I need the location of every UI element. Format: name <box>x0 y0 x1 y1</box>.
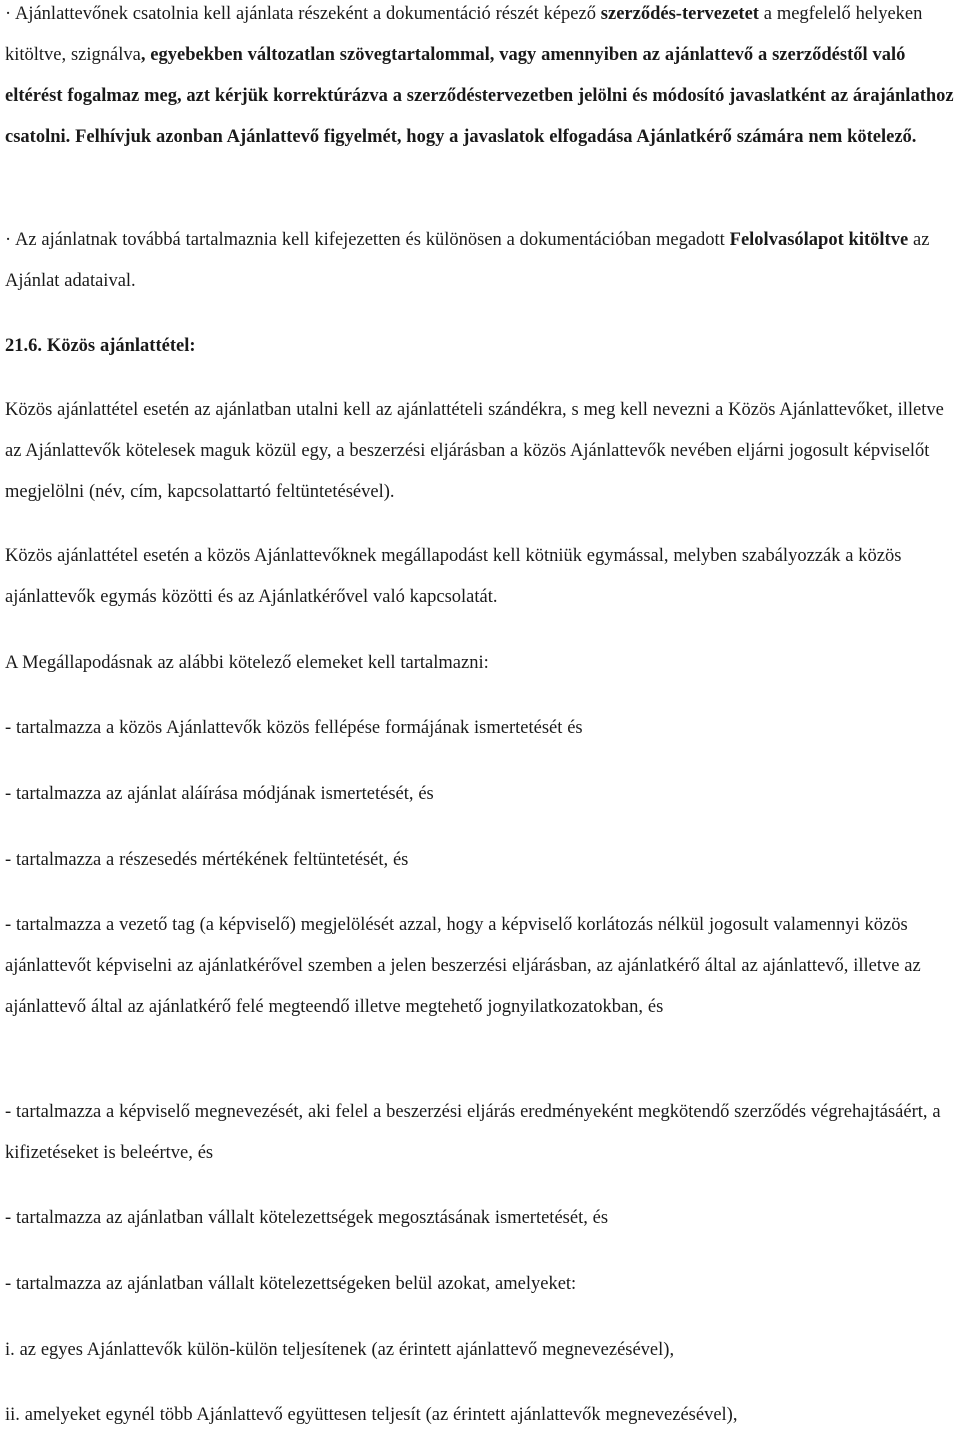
list-item: - tartalmazza az ajánlatban vállalt kötelezettségek megosztásának ismertetését, és <box>5 1208 609 1228</box>
paragraph-joint-bidding: Közös ajánlattétel esetén az ajánlatban utalni kell az ajánlattételi szándékra, s meg kell nevezni a Közös Ajánlattevőket, illetve az Ajánlattevők kötelesek maguk közül egy, a beszerzési eljárásban a közös Ajánlattevők nevében eljárni jogosult képviselőt megjelölni (név, cím, kapcsolattartó feltüntetésével). <box>5 400 944 502</box>
bold-segment: , egyebekben változatlan szövegtartalommal, vagy amennyiben az ajánlattevő a szerződéstől való eltérést fogalmaz meg, azt kérjük korrektúrázva a szerződéstervezetben jelölni és módosító javaslatként az árajánlathoz csatolni. Felhívjuk azonban Ajánlattevő figyelmét, hogy a javaslatok elfogadása Ajánlatkérő számára nem kötelező. <box>5 45 954 147</box>
section-heading: 21.6. Közös ajánlattétel: <box>5 336 196 356</box>
list-item: - tartalmazza a részesedés mértékének feltüntetését, és <box>5 850 409 870</box>
text-segment: a megfelelő helyeken kitöltve, szignálva <box>5 4 923 65</box>
list-item: - tartalmazza az ajánlatban vállalt kötelezettségeken belül azokat, amelyeket: <box>5 1274 577 1294</box>
paragraph-agreement-elements-intro: A Megállapodásnak az alábbi kötelező elemeket kell tartalmazni: <box>5 653 489 673</box>
list-item: - tartalmazza a vezető tag (a képviselő) megjelölését azzal, hogy a képviselő korlátozás nélkül jogosult valamennyi közös ajánlattevőt képviselni az ajánlatkérővel szemben a jelen beszerzési eljárásban, az ajánlatkérő által az ajánlattevő, illetve az ajánlattevő által az ajánlatkérő felé megteendő illetve megtehető jognyilatkozatokban, és <box>5 915 921 1017</box>
text-segment: · Az ajánlatnak továbbá tartalmaznia kell kifejezetten és különösen a dokumentációban megadott <box>5 230 730 250</box>
sub-list-item: ii. amelyeket egynél több Ajánlattevő együttesen teljesít (az érintett ajánlattevők megnevezésével), <box>5 1405 738 1425</box>
list-item: - tartalmazza a képviselő megnevezését, aki felel a beszerzési eljárás eredményeként megkötendő szerződés végrehajtásáért, a kifizetéseket is beleértve, és <box>5 1102 941 1163</box>
text-segment: · Ajánlattevőnek csatolnia kell ajánlata részeként a dokumentáció részét képező <box>5 4 601 24</box>
list-item: - tartalmazza a közös Ajánlattevők közös fellépése formájának ismertetését és <box>5 718 583 738</box>
bold-segment: szerződés-tervezetet <box>600 4 759 24</box>
sub-list-item: i. az egyes Ajánlattevők külön-külön teljesítenek (az érintett ajánlattevő megnevezésével), <box>5 1340 675 1360</box>
bold-segment: Felolvasólapot kitöltve <box>729 230 909 250</box>
text-segment: az Ajánlat adataival. <box>5 230 930 291</box>
paragraph-joint-agreement: Közös ajánlattétel esetén a közös Ajánlattevőknek megállapodást kell kötniük egymással, melyben szabályozzák a közös ajánlattevők egymás közötti és az Ajánlatkérővel való kapcsolatát. <box>5 546 902 607</box>
paragraph-contract-draft <box>5 0 957 158</box>
paragraph-reading-sheet <box>5 220 957 302</box>
list-item: - tartalmazza az ajánlat aláírása módjának ismertetését, és <box>5 784 434 804</box>
